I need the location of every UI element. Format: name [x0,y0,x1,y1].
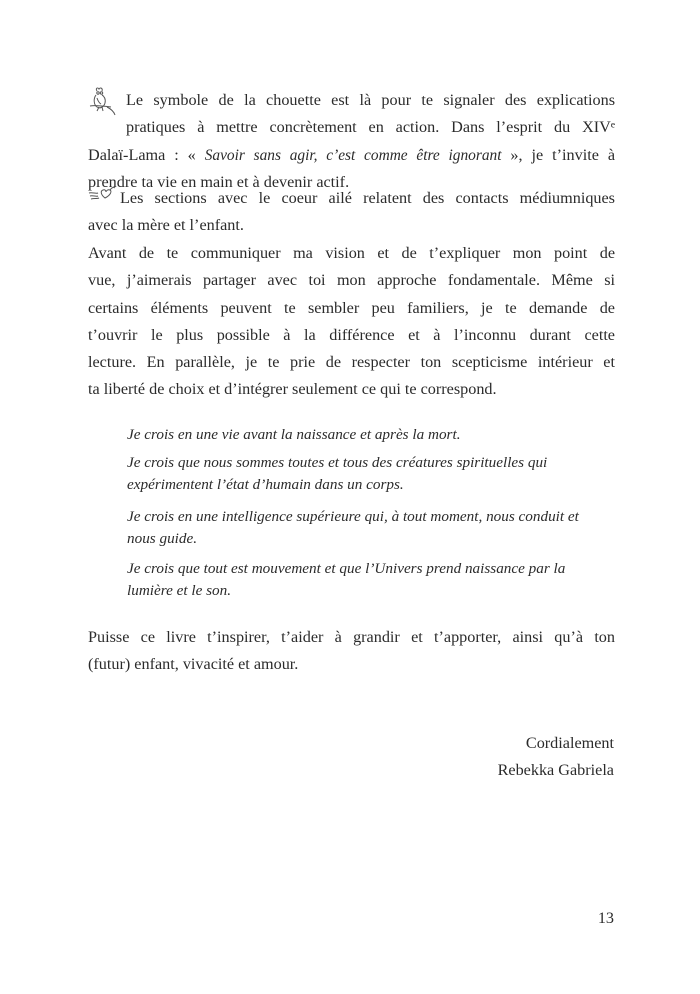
text-fragment: Dalaï-Lama : « [88,145,205,164]
text-line: Le symbole de la chouette est là pour te signaler des explications [126,91,615,109]
text-line: nous guide. [127,529,198,547]
text-line: certains éléments peuvent te sembler peu familiers, je te demande de [88,298,615,317]
text-line: Avant de te communiquer ma vision et de t’expliquer mon point de [88,244,615,262]
text-line: lecture. En parallèle, je te prie de respecter ton scepticisme intérieur et [88,353,615,372]
text-line: Je crois en une vie avant la naissance et après la mort. [127,426,461,443]
text-line: pratiques à mettre concrètement en action. Dans l’esprit du XIVᵉ [126,118,615,137]
owl-symbol-paragraph [88,87,615,196]
dalai-lama-quote: Savoir sans agir, c’est comme être ignorant [204,146,502,164]
text-fragment: », je t’invite à [501,145,616,164]
approach-paragraph [88,240,615,404]
text-line: Puisse ce livre t’inspirer, t’aider à grandir et t’apporter, ainsi qu’à ton [88,628,615,646]
closing-paragraph [88,624,615,679]
text-line: vue, j’aimerais partager avec toi mon approche fondamentale. Même si [88,271,615,290]
credo-statement [127,424,586,446]
text-line: expérimentent l’état d’humain dans un corps. [127,475,404,493]
author-name: Rebekka Gabriela [497,761,614,779]
text-line: (futur) enfant, vivacité et amour. [88,655,299,674]
winged-heart-paragraph [88,185,615,240]
credo-statement [127,558,586,602]
page-number: 13 [597,909,614,927]
text-line: lumière et le son. [127,581,232,599]
text-line [88,142,615,169]
text-line: ta liberté de choix et d’intégrer seulement ce qui te correspond. [88,380,497,399]
text-line: Les sections avec le coeur ailé relatent des contacts médiumniques [120,189,615,207]
text-line: t’ouvrir le plus possible à la différence et à l’inconnu durant cette [88,325,615,344]
text-line: Je crois que tout est mouvement et que l’Univers prend naissance par la [127,560,566,577]
text-line: prendre ta vie en main et à devenir actif. [88,172,350,191]
text-line: Je crois en une intelligence supérieure qui, à tout moment, nous conduit et [127,508,579,525]
credo-statement [127,452,586,496]
credo-statement [127,506,586,550]
salutation: Cordialement [525,734,614,752]
text-line: avec la mère et l’enfant. [88,216,244,235]
text-line: Je crois que nous sommes toutes et tous des créatures spirituelles qui [127,454,548,471]
